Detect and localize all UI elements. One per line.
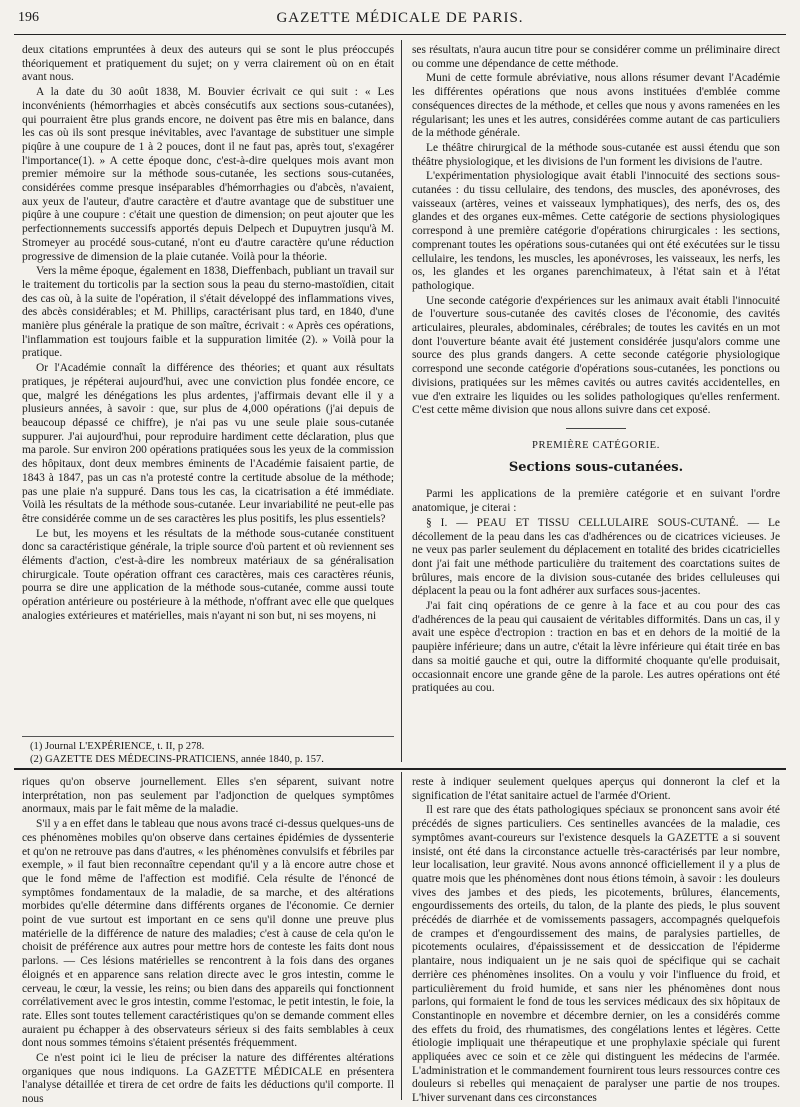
top-right-column [412,44,780,759]
paragraph: J'ai fait cinq opérations de ce genre à la face et au cou pour des cas d'adhérences de la peau qui causaient de véritables difformités. Dans un cas, il y avait une espèce d'ectropion : traction en bas et en dehors de la moitié de la paupière inférieure; dans un autre, c'était la lèvre inférieure qui était tirée en bas dans sa moitié gauche et qui, outre la difformité choquante qu'elle produisait, occasionnait encore une grande gêne de la parole. Les autres opérations ont été pratiquées au cou. [412,600,780,695]
paragraph: Parmi les applications de la première catégorie et en suivant l'ordre anatomique, je citerai : [412,488,780,515]
section-separator [566,428,626,429]
paragraph: Le théâtre chirurgical de la méthode sous-cutanée est aussi étendu que son théâtre physiologique, et les divisions de l'un forment les divisions de l'autre. [412,141,780,168]
footnote: (1) Journal L'EXPÉRIENCE, t. II, p 278. [30,741,205,752]
bottom-right-column [412,776,780,1105]
section-divider [14,768,786,770]
bottom-left-column [22,776,395,1106]
paragraph: Or l'Académie connaît la différence des théories; et quant aux résultats pratiques, je répéterai aujourd'hui, avec une conviction plus fondée encore, ce que, malgré les dénégations les plus ardentes, j'affirmais devant elle il y a plusieurs années, à savoir : que, sur plus de 4,000 opérations (j'ai depuis de beaucoup dépassé ce chiffre), je n'ai pas vu une seule plaie sous-cutanée suppurer. J'ai aujourd'hui, pour reproduire hardiment cette déclaration, plus que ma parole. Sur environ 200 opérations pratiquées sous les yeux de la commission des hôpitaux, dont deux membres éminents de l'Académie faisaient partie, de 1843 à 1847, pas un cas n'a protesté contre la certitude absolue de la méthode; pas une plaie n'a suppuré. Dans tous les cas, la cicatrisation a été immédiate. Voilà les résultats de la méthode sous-cutanée. Leur invariabilité ne peut-elle pas être considérée comme un de ses caractères les plus positifs, les plus essentiels? [22,362,394,525]
paragraph: ses résultats, n'aura aucun titre pour se considérer comme un préliminaire direct ou comme une dépendance de cette méthode. [412,44,780,70]
category-heading: PREMIÈRE CATÉGORIE. [532,439,660,451]
paragraph: Ce n'est point ici le lieu de préciser la nature des différentes altérations organiques que nous indiquons. La GAZETTE MÉDICALE en présentera l'analyse détaillée et tirera de cet ordre de faits les déductions qu'il comporte. Il nous [22,1052,394,1106]
paragraph: § I. — PEAU ET TISSU CELLULAIRE SOUS-CUTANÉ. — Le décollement de la peau dans les cas d'adhérences ou de cicatrices vicieuses. Je ne veux pas parler seulement du déplacement en totalité des brides cicatricielles dont j'ai fait une méthode particulière du traitement des coarctations suites de brûlures, mais encore de la division sous-cutanée des brides celluleuses qui déplacent la peau ou la font adhérer aux surfaces sous-jacentes. [412,516,780,598]
footnotes [30,740,390,766]
paragraph: Il est rare que des états pathologiques spéciaux se prononcent sans avoir été précédés de signes particuliers. Ces sentinelles avancées de la maladie, ces symptômes avant-coureurs sur l'existence desquels la GAZETTE a si souvent insisté, ont été dans la circonstance actuelle très-caractérisés par leur nombre, leur localisation, leur gravité. Nous avons annoncé officiellement il y a plus de quatre mois que les phénomènes dont nous étions témoin, à savoir : les douleurs vives des jambes et des pieds, les picotements, brûlures, élancements, engourdissements des orteils, du talon, de la plante des pieds, le plus souvent précédés de diarrhée et de vomissements passagers, accompagnés quelquefois de crampes et d'engourdissement des mains, de paralysies partielles, de picotements oculaires, d'épaississement et de dessiccation de l'épiderme plantaire, nous indiquaient un je ne sais quoi de spécifique qui se cachait derrière ces phénomènes insolites. On a voulu y voir l'influence du froid, et particulièrement du froid humide, et sans nier les phénomènes dont nous parlons, qui formaient le fond de tous les services médicaux des six hôpitaux de Constantinople en novembre et décembre dernier, on les a considérés comme des effets du froid, des rhumatismes, des congélations lentes et légères. Cette étiologie impliquait une thérapeutique et une prophylaxie spéciale qui furent appliquées avec ce soin et ce zèle qui distinguent les médecins de l'armée. L'administration et le commandement fournirent tous leurs ressources contre ces douleurs si rebelles qui menaçaient de paralyser une partie de nos troupes. L'hiver survenant dans ces circonstances [412,804,780,1105]
paragraph: S'il y a en effet dans le tableau que nous avons tracé ci-dessus quelques-uns de ces phénomènes mobiles qu'on observe dans certaines épidémies de dyssenterie et qu'on ne retrouve pas dans d'autres, « les phénomènes convulsifs et fébriles par exemple, » il faut bien reconnaître cependant qu'il y a là encore autre chose et que le fond même de l'affection est modifié. Cela résulte de l'énoncé de symptômes fondamentaux de la maladie, de sa marche, et des altérations morbides qu'elle détermine dans différents organes de l'économie. Ce dernier point de vue surtout est important en ce sens qu'il donne une preuve plus matérielle de la différence de nature des maladies; c'est à cause de cela qu'on le choisit de préférence aux autres pour mettre hors de conteste les faits dont nous parlons. — Ces lésions matérielles se rencontrent à la fois dans des organes éloignés et en apparence sans relation directe avec le gros intestin, comme le cerveau, le cœur, la vessie, les reins; ou bien dans des appareils qui fonctionnent corrélativement avec le gros intestin, comme l'estomac, le petit intestin, le foie, la rate. Elles sont toutes tellement caractéristiques qu'on se demande comment elles auraient pu échapper à des observateurs sérieux si des faits semblables à ceux dont nous sommes témoins s'étaient présentés fréquemment. [22,818,395,1050]
paragraph: deux citations empruntées à deux des auteurs qui se sont le plus préoccupés théoriquement et pratiquement du sujet; on y verra clairement où on en était avant nous. [22,44,394,84]
paragraph: Muni de cette formule abréviative, nous allons résumer devant l'Académie les différentes opérations que nous avons instituées d'emblée comme conséquences directes de la méthode, et celles que nous y avons ramenées en les régularisant; les unes et les autres, considérées comme autant de cas particuliers de la méthode générale. [412,72,780,140]
footnote-rule [22,736,394,737]
paragraph: Le but, les moyens et les résultats de la méthode sous-cutanée constituent donc sa caractéristique générale, la triple source d'où partent et où reviennent ses éléments d'action, c'est-à-dire les nombreux matériaux de sa généralisation chirurgicale. Toute opération offrant ces caractères, mais ces caractères réunis, pourra se dire une application de la méthode sous-cutanée, comme aussi toute opération antérieure ou postérieure à la méthode, n'offrant avec elle que quelques analogies extérieures et matérielles, mais n'ayant ni son but, ni ses moyens, ni [22,527,394,622]
paragraph: Vers la même époque, également en 1838, Dieffenbach, publiant un travail sur le traitement du torticolis par la section sous la peau du sterno-mastoïdien, citait des cas où, à la suite de l'opération, il s'était développé des inflammations vives, des abcès considérables; et M. Phillips, caractérisant plus tard, en 1840, d'une manière plus générale la pratique de son maître, écrivait : « Après ces opérations, l'inflammation est toujours faible et la suppuration limitée (2). » Voilà pour la pratique. [22,265,394,360]
paragraph: Une seconde catégorie d'expériences sur les animaux avait établi l'innocuité de l'ouverture sous-cutanée des cavités closes de l'économie, des cavités articulaires, pleurales, abdominales, cérébrales; de toutes les cavités en un mot dont l'ouverture béante avait été justement considérée jusqu'alors comme une source des plus grands dangers. A cette seconde catégorie physiologique correspond une seconde catégorie d'opérations sous-cutanées, les ponctions ou divisions, pratiquées sur les mêmes cavités ou autres cavités accidentelles, en vue d'en extraire les liquides ou les solides pathologiques qu'elles renferment. C'est cette même division que nous allons suivre dans cet exposé. [412,294,780,417]
paragraph: A la date du 30 août 1838, M. Bouvier écrivait ce qui suit : « Les inconvénients (hémorrhagies et abcès consécutifs aux sections sous-cutanées), qui pourraient être plus grands encore, ne doivent pas être mis en balance, dans les cas où ils sont presque inévitables, avec l'avantage de substituer une simple piqûre à une coupure de 1 à 2 pouces, dont il ne faut pas, après tout, s'exagérer l'importance(1). » A cette époque donc, c'est-à-dire quelques mois avant mon premier mémoire sur la méthode sous-cutanée, les sections sous-cutanées, considérées comme presque inséparables d'hémorrhagies ou d'abcès, n'avaient, aux yeux de l'auteur, d'autre caractère et d'autre avantage que de substituer une piqûre à une coupure : c'était une question de dimension; on peut ajouter que les perfectionnements successifs apportés depuis Delpech et Dupuytren jusqu'à M. Stromeyer au procédé sous-cutané, n'ont eu d'autre caractère qu'une réduction progressive de dimension de la plaie cutanée. Voilà pour la théorie. [22,86,394,263]
journal-title: GAZETTE MÉDICALE DE PARIS. [276,10,524,26]
page-header [14,8,786,35]
page-number: 196 [18,10,39,25]
paragraph: riques qu'on observe journellement. Elles s'en séparent, suivant notre interprétation, non pas seulement par l'adjonction de quelques symptômes anormaux, mais par le fait même de la maladie. [22,776,394,816]
column-divider-bottom [401,772,402,1100]
paragraph: reste à indiquer seulement quelques aperçus qui donneront la clef et la signification de l'état sanitaire actuel de l'armée d'Orient. [412,776,780,802]
category-subheading: Sections sous-cutanées. [508,459,684,475]
footnote: (2) GAZETTE DES MÉDECINS-PRATICIENS, année 1840, p. 157. [30,754,324,765]
column-divider-top [401,40,402,762]
top-left-column [22,44,394,730]
paragraph: L'expérimentation physiologique avait établi l'innocuité des sections sous-cutanées : du tissu cellulaire, des tendons, des muscles, des aponévroses, des vaisseaux (artères, veines et vaisseaux lymphatiques), des nerfs, des os, des glandes et des organes eux-mêmes. Cette catégorie de sections physiologiques correspond à une première catégorie d'opérations chirurgicales : les sections, comprenant toutes les opérations sous-cutanées qui ont été exécutées sur le tissu cellulaire, les tendons, les muscles, les aponévroses, les vaisseaux, les nerfs, les os, les glandes et les organes parenchimateux, à l'état sain et à l'état pathologique. [412,170,780,292]
